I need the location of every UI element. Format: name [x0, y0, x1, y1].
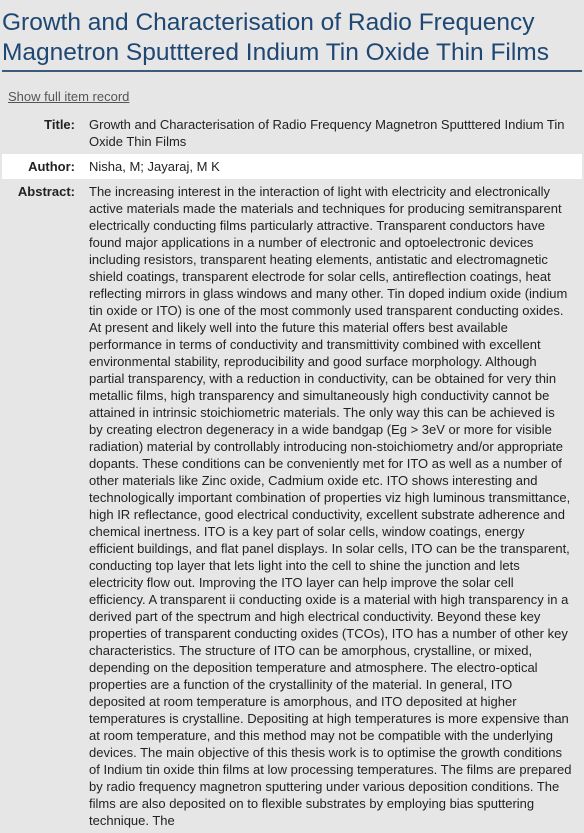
item-metadata-table — [2, 112, 582, 833]
metadata-label: Title: — [44, 117, 75, 132]
title-divider — [2, 70, 582, 72]
metadata-row-abstract — [2, 179, 582, 833]
metadata-value-abstract: The increasing interest in the interaction of light with electricity and electronically active materials made the materials and techniques for producing semitransparent electrically conducting films particularly attractive. Transparent conductors have found major applications in a number of electronic and optoelectronic devices including resistors, transparent heating elements, antistatic and electromagnetic shield coatings, transparent electrode for solar cells, antireflection coatings, heat reflecting mirrors in glass windows and many other. Tin doped indium oxide (indium tin oxide or ITO) is one of the most commonly used transparent conducting oxides. At present and likely well into the future this material offers best available performance in terms of conductivity and transmittivity combined with excellent environmental stability, reproducibility and good surface morphology. Although partial transparency, with a reduction in conductivity, can be obtained for very thin metallic films, high transparency and simultaneously high conductivity cannot be attained in intrinsic stoichiometric materials. The only way this can be achieved is by creating electron degeneracy in a wide bandgap (Eg > 3eV or more for visible radiation) material by controllably introducing non-stoichiometry and/or appropriate dopants. These conditions can be conveniently met for ITO as well as a number of other materials like Zinc oxide, Cadmium oxide etc. ITO shows interesting and technologically important combination of properties viz high luminous transmittance, high IR reflectance, good electrical conductivity, excellent substrate adherence and chemical inertness. ITO is a key part of solar cells, window coatings, energy efficient buildings, and flat panel displays. In solar cells, ITO can be the transparent, conducting top layer that lets light into the cell to shine the junction and lets electricity flow out. Improving the ITO layer can help improve the solar cell efficiency. A transparent ii conducting oxide is a material with high transparency in a derived part of the spectrum and high electrical conductivity. Beyond these key properties of transparent conducting oxides (TCOs), ITO has a number of other key characteristics. The structure of ITO can be amorphous, crystalline, or mixed, depending on the deposition temperature and atmosphere. The electro-optical properties are a function of the crystallinity of the material. In general, ITO deposited at room temperature is amorphous, and ITO deposited at higher temperatures is crystalline. Depositing at high temperatures is more expensive than at room temperature, and this method may not be compatible with the underlying devices. The main objective of this thesis work is to optimise the growth conditions of Indium tin oxide thin films at low processing temperatures. The films are prepared by radio frequency magnetron sputtering under various deposition conditions. The films are also deposited on to flexible substrates by employing bias sputtering technique. The — [89, 184, 572, 828]
metadata-value-author: Nisha, M; Jayaraj, M K — [89, 159, 220, 174]
page-title: Growth and Characterisation of Radio Frequency Magnetron Sputttered Indium Tin Oxide Thin Films — [2, 9, 549, 66]
show-full-record-link[interactable]: Show full item record — [8, 89, 130, 104]
metadata-row-author — [2, 154, 582, 179]
metadata-label: Author: — [28, 159, 75, 174]
metadata-value-title: Growth and Characterisation of Radio Frequency Magnetron Sputttered Indium Tin Oxide Thin Films — [89, 117, 565, 149]
metadata-label: Abstract: — [17, 184, 75, 199]
metadata-row-title — [2, 112, 582, 154]
